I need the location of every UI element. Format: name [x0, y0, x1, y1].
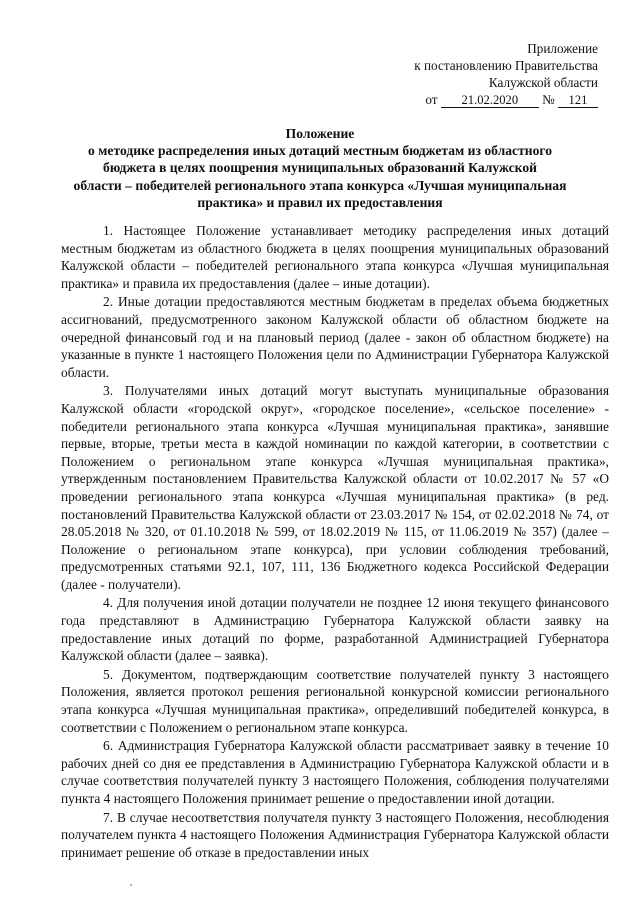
appendix-resolution-ref: к постановлению Правительства	[414, 58, 598, 73]
paragraph-4: 4. Для получения иной дотации получатели не позднее 12 июня текущего финансового года представляют в Администрацию Губернатора Калужской области заявку на предоставление иных дотаций по форме, разработанной Администрацией Губернатора Калужской области (далее – заявка).	[61, 595, 609, 664]
appendix-region: Калужской области	[488, 75, 598, 90]
paragraph-2: 2. Иные дотации предоставляются местным бюджетам в пределах объема бюджетных ассигнований, предусмотренного законом Калужской области об областном бюджете на очередной финансовый год и на плановый период (далее - закон об областном бюджете) на указанные в пункте 1 настоящего Положения цели по Администрации Губернатора Калужской области.	[61, 294, 609, 380]
number-label: №	[542, 92, 555, 107]
paragraph-5: 5. Документом, подтверждающим соответствие получателей пункту 3 настоящего Положения, является протокол решения региональной конкурсной комиссии регионального этапа конкурса «Лучшая муниципальная практика», определивший победителей конкурса, в соответствии с Положением о региональном этапе конкурса.	[61, 666, 609, 735]
document-body	[61, 222, 609, 862]
title-line-1: Положение	[285, 126, 355, 141]
resolution-date: 21.02.2020	[441, 93, 539, 108]
document-title	[40, 125, 600, 211]
appendix-block	[414, 40, 598, 108]
paragraph-1: 1. Настоящее Положение устанавливает методику распределения иных дотаций местным бюджетам из областного бюджета в целях поощрения муниципальных образований Калужской области – победителей регионального этапа конкурса «Лучшая муниципальная практика» и правила их предоставления (далее – иные дотации).	[61, 223, 609, 291]
appendix-title: Приложение	[527, 41, 598, 56]
scan-speck	[130, 884, 132, 886]
paragraph-7: 7. В случае несоответствия получателя пункту 3 настоящего Положения, несоблюдения получателем пункта 4 настоящего Положения Администрация Губернатора Калужской области принимает решение об отказе в предоставлении иных	[61, 809, 609, 860]
from-label: от	[425, 92, 438, 107]
paragraph-6: 6. Администрация Губернатора Калужской области рассматривает заявку в течение 10 рабочих дней со дня ее представления в Администрацию Губернатора Калужской области и в случае соответствия получателей пункту 3 настоящего Положения, соблюдения получателями пункта 4 настоящего Положения принимает решение о предоставлении иной дотации.	[61, 738, 609, 806]
paragraph-3: 3. Получателями иных дотаций могут выступать муниципальные образования Калужской области «городской округ», «городское поселение», «сельское поселение» - победители регионального этапа конкурса «Лучшая муниципальная практика», занявшие первые, вторые, третьи места в каждой номинации по каждой категории, в соответствии с Положением о региональном этапе конкурса «Лучшая муниципальная практика», утвержденным постановлением Правительства Калужской области от 10.02.2017 № 57 «О проведении регионального этапа конкурса «Лучшая муниципальная практика» (в ред. постановлений Правительства Калужской области от 23.03.2017 № 154, от 02.02.2018 № 74, от 28.05.2018 № 320, от 01.10.2018 № 599, от 18.02.2019 № 115, от 11.06.2019 № 357) (далее – Положение о региональном этапе конкурса), при условии соблюдения требований, предусмотренных статьями 92.1, 107, 111, 136 Бюджетного кодекса Российской Федерации (далее - получатели).	[61, 383, 609, 592]
title-line-5: практика» и правил их предоставления	[197, 194, 443, 210]
title-line-3: бюджета в целях поощрения муниципальных образований Калужской	[103, 160, 537, 176]
appendix-date-line	[414, 91, 598, 108]
title-line-2: о методике распределения иных дотаций местным бюджетам из областного	[87, 143, 553, 159]
title-line-4: области – победителей регионального этапа конкурса «Лучшая муниципальная	[73, 177, 567, 193]
resolution-number: 121	[558, 93, 598, 108]
